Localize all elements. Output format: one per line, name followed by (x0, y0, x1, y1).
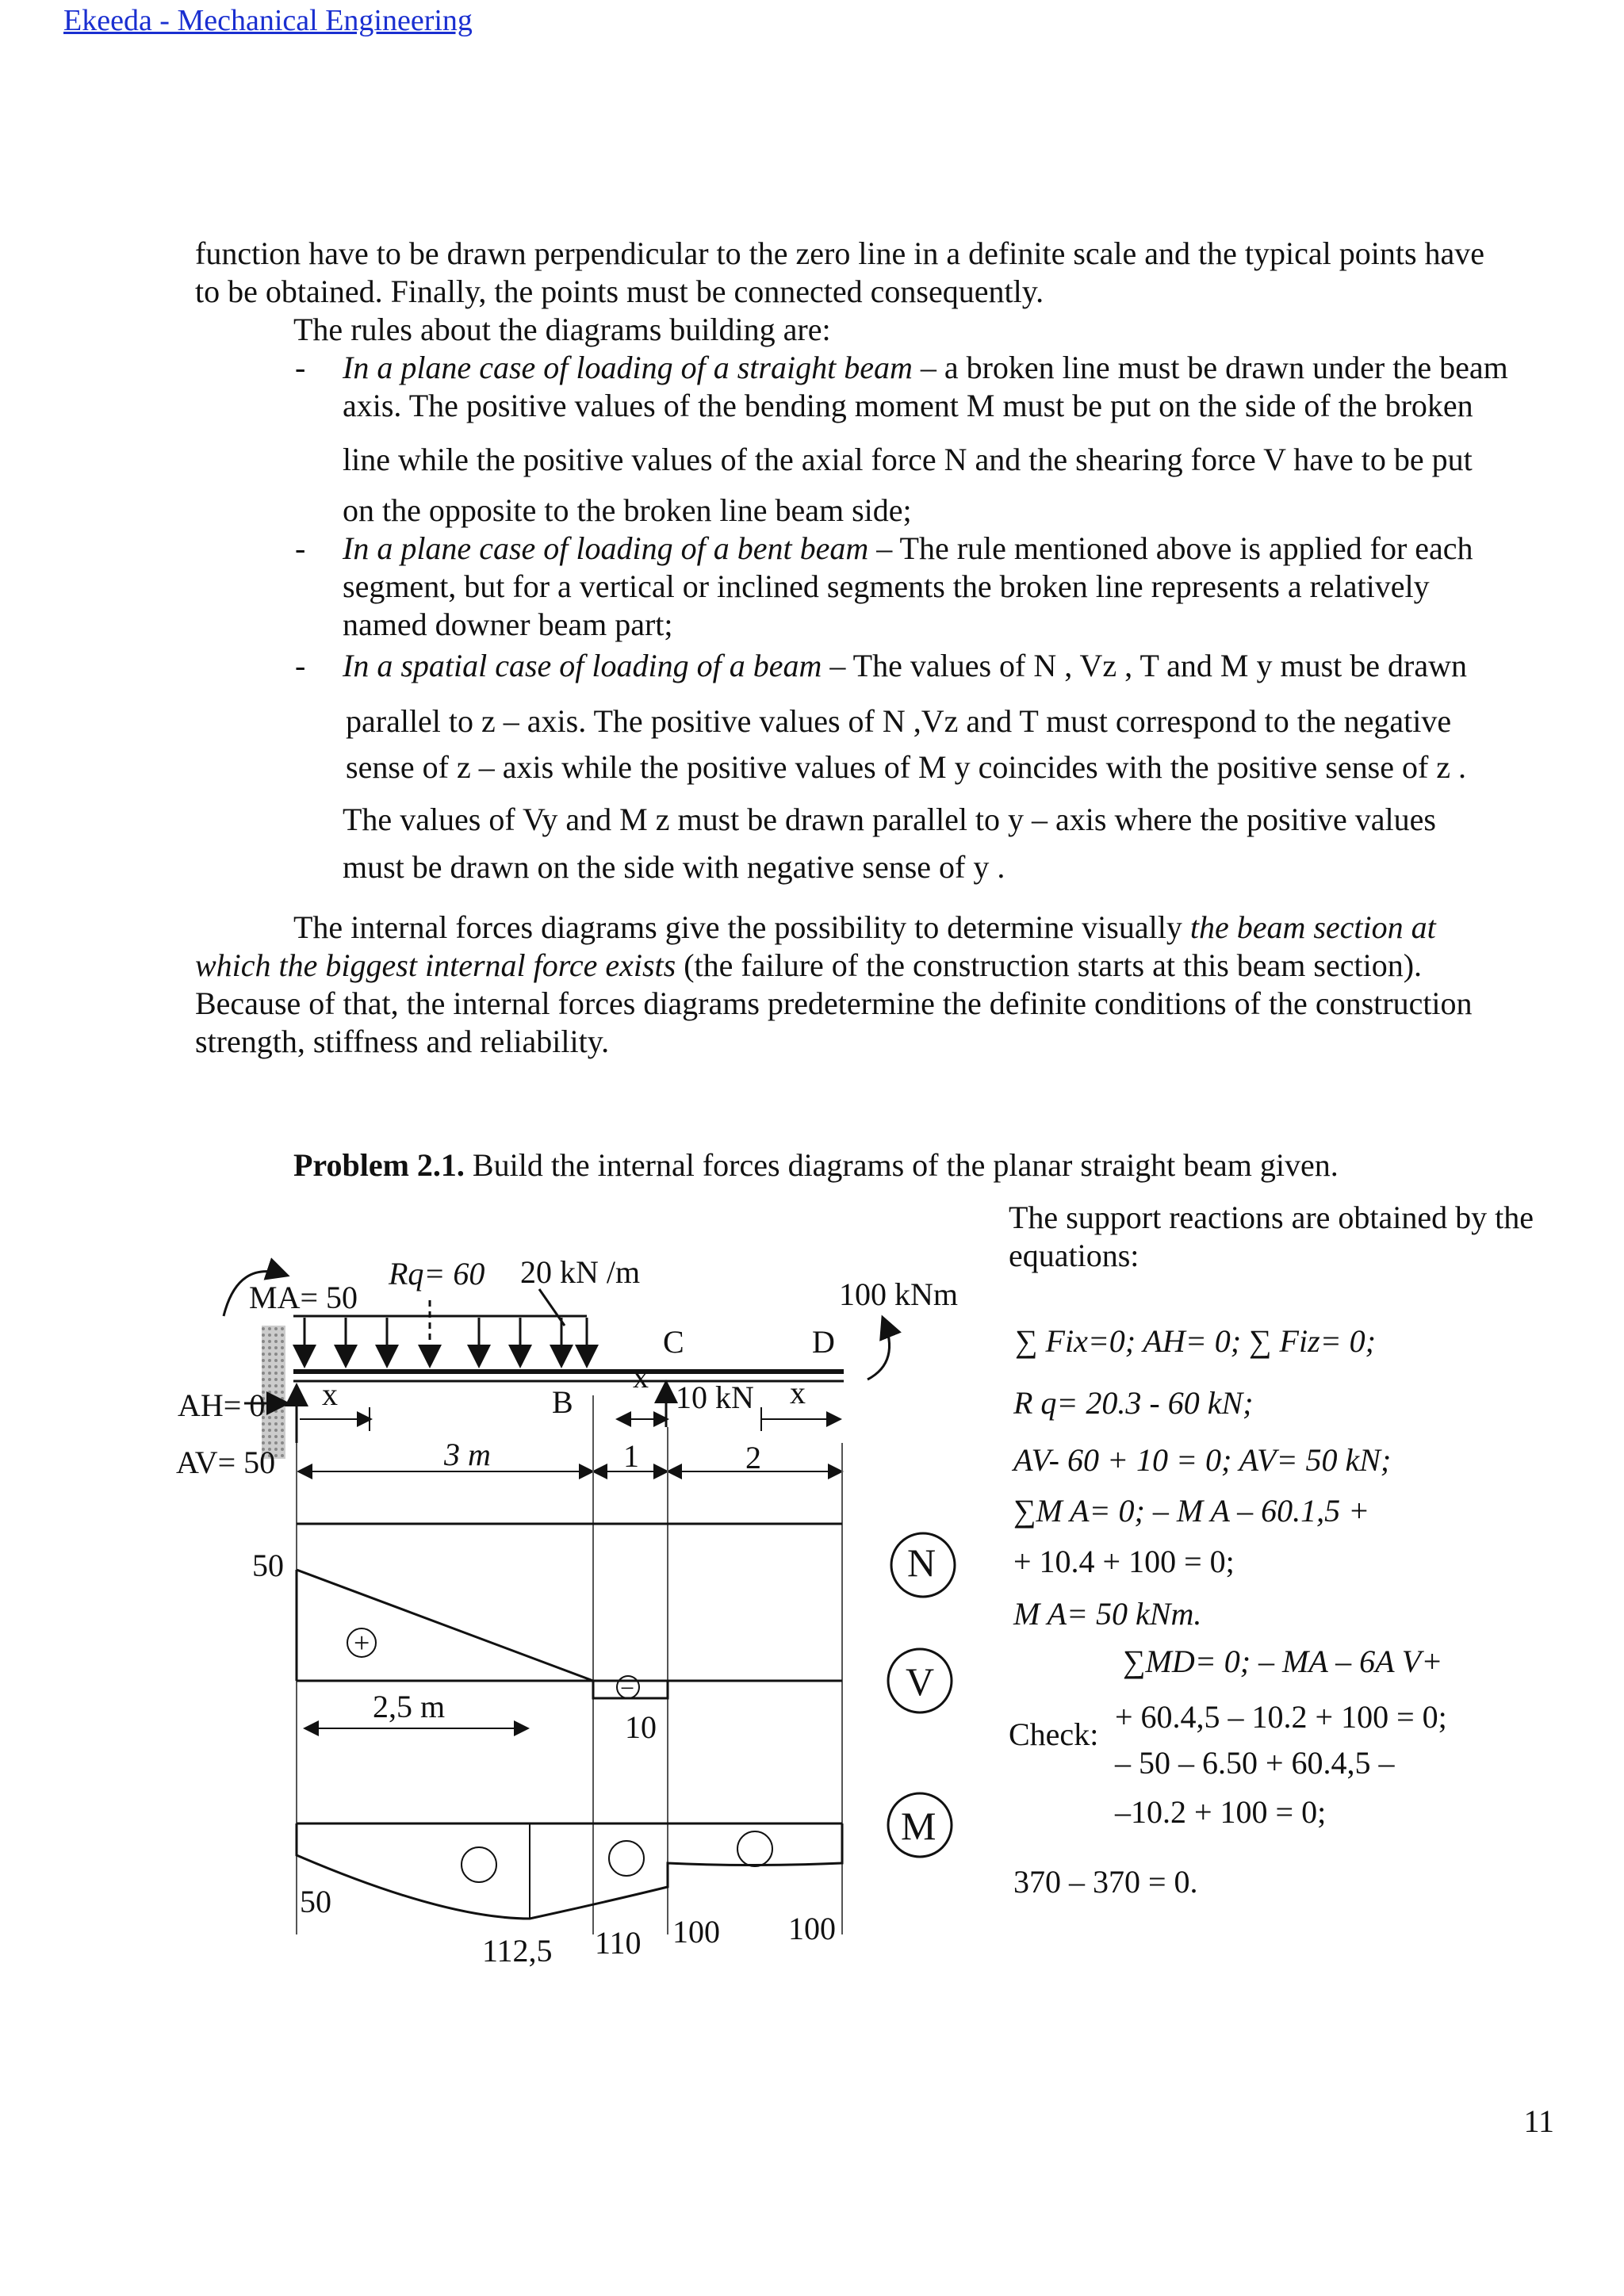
q-label: 20 kN /m (520, 1254, 641, 1290)
v-plus-sign: + (354, 1627, 370, 1659)
v-label: V (906, 1659, 935, 1704)
equation-7: ∑MD= 0; – MA – 6A V+ (1123, 1644, 1443, 1679)
equation-3: AV- 60 + 10 = 0; AV= 50 kN; (1013, 1442, 1392, 1478)
ah-label: AH= 0 (178, 1387, 266, 1423)
v-diagram-shape (297, 1570, 668, 1698)
summary-line-4: strength, stiffness and reliability. (195, 1024, 610, 1059)
summary-l1b: the beam section at (1189, 909, 1436, 945)
v-value-50: 50 (252, 1548, 284, 1583)
m-value-110: 110 (595, 1925, 642, 1961)
summary-l2a: which the biggest internal force exists (195, 947, 676, 983)
x-label-3: x (790, 1375, 806, 1410)
v-minus-sign: − (620, 1674, 635, 1702)
length-3m: 3 m (444, 1437, 491, 1472)
fixed-support (262, 1326, 285, 1459)
m-value-50: 50 (300, 1884, 331, 1919)
bullet-2-lead: In a plane case of loading of a bent beam (343, 530, 869, 566)
m-diagram-curve (297, 1823, 842, 1919)
bullet-1-l1: – a broken line must be drawn under the beam (912, 350, 1508, 385)
bullet-dash-2: - (295, 530, 306, 566)
bullet-dash-1: - (295, 350, 306, 385)
bullet-2-line-2: segment, but for a vertical or inclined segments the broken line represents a relatively (343, 568, 1430, 604)
m-value-100-b: 100 (788, 1911, 836, 1946)
length-2: 2 (745, 1440, 761, 1475)
bullet-1-line-3: line while the positive values of the axial force N and the shearing force V have to be put (343, 442, 1473, 477)
av-label: AV= 50 (176, 1445, 276, 1480)
m-plus-circle-1 (462, 1847, 496, 1882)
length-1: 1 (623, 1438, 639, 1474)
point-c-label: C (663, 1324, 684, 1360)
bullet-3-line-5: must be drawn on the side with negative sense of y . (343, 849, 1005, 885)
summary-line-3: Because of that, the internal forces diagrams predetermine the definite conditions of the construction (195, 985, 1473, 1021)
m-value-100-a: 100 (672, 1914, 720, 1950)
equation-9: – 50 – 6.50 + 60.4,5 – (1115, 1745, 1395, 1781)
rules-heading: The rules about the diagrams building are: (293, 312, 831, 347)
equation-4: ∑M A= 0; – M A – 60.1,5 + (1013, 1493, 1370, 1529)
bullet-1-line-4: on the opposite to the broken line beam side; (343, 492, 912, 528)
header-link[interactable]: Ekeeda - Mechanical Engineering (63, 4, 473, 37)
intro-line-2: to be obtained. Finally, the points must be connected consequently. (195, 274, 1044, 309)
bullet-2-l1: – The rule mentioned above is applied for each (868, 530, 1473, 566)
problem-label: Problem 2.1. (293, 1147, 465, 1183)
summary-l1a: The internal forces diagrams give the possibility to determine visually (293, 909, 1190, 945)
bullet-3-l1: – The values of N , Vz , T and M y must be drawn (822, 648, 1467, 683)
bullet-1-line-2: axis. The positive values of the bending moment M must be put on the side of the broken (343, 388, 1473, 423)
intro-line-1: function have to be drawn perpendicular to the zero line in a definite scale and the typical points have (195, 235, 1485, 271)
point-b-label: B (552, 1384, 573, 1420)
bullet-3-line-4: The values of Vy and M z must be drawn parallel to y – axis where the positive values (343, 802, 1436, 837)
equation-10: –10.2 + 100 = 0; (1115, 1794, 1327, 1830)
ma-label: MA= 50 (249, 1280, 358, 1315)
force-label: 10 kN (676, 1380, 754, 1415)
page-number: 11 (1523, 2103, 1554, 2139)
m-label: M (901, 1804, 936, 1848)
moment-label: 100 kNm (839, 1276, 958, 1312)
check-label: Check: (1009, 1716, 1099, 1752)
section-lines (297, 1395, 842, 1934)
equation-5: + 10.4 + 100 = 0; (1013, 1544, 1235, 1579)
bullet-1-lead: In a plane case of loading of a straight beam (343, 350, 913, 385)
equation-2: R q= 20.3 - 60 kN; (1013, 1385, 1254, 1421)
bullet-3-line-3: sense of z – axis while the positive values of M y coincides with the positive sense of z . (346, 749, 1467, 785)
v-value-10: 10 (625, 1709, 657, 1745)
v-distance-25: 2,5 m (373, 1689, 446, 1724)
n-label: N (907, 1540, 936, 1585)
bullet-2-line-3: named downer beam part; (343, 607, 673, 642)
bullet-dash-3: - (295, 648, 306, 683)
end-moment-arrow (868, 1319, 890, 1380)
rq-label: Rq= 60 (389, 1256, 485, 1292)
point-d-label: D (812, 1324, 835, 1360)
equation-1: ∑ Fix=0; AH= 0; ∑ Fiz= 0; (1015, 1323, 1376, 1359)
x-label-2: x (633, 1359, 649, 1395)
m-plus-circle-3 (737, 1831, 772, 1866)
bullet-3-line-2: parallel to z – axis. The positive values of N ,Vz and T must correspond to the negative (346, 703, 1452, 739)
solution-intro-1: The support reactions are obtained by the (1009, 1200, 1534, 1235)
m-plus-circle-2 (609, 1841, 644, 1876)
equation-11: 370 – 370 = 0. (1013, 1864, 1198, 1900)
problem-text: Build the internal forces diagrams of the planar straight beam given. (464, 1147, 1339, 1183)
m-value-1125: 112,5 (482, 1933, 553, 1969)
x-label-1: x (322, 1376, 338, 1412)
summary-l2b: (the failure of the construction starts at this beam section). (676, 947, 1423, 983)
equation-8: + 60.4,5 – 10.2 + 100 = 0; (1115, 1699, 1447, 1735)
bullet-3-lead: In a spatial case of loading of a beam (343, 648, 822, 683)
equation-6: M A= 50 kNm. (1013, 1596, 1202, 1632)
solution-intro-2: equations: (1009, 1238, 1139, 1273)
